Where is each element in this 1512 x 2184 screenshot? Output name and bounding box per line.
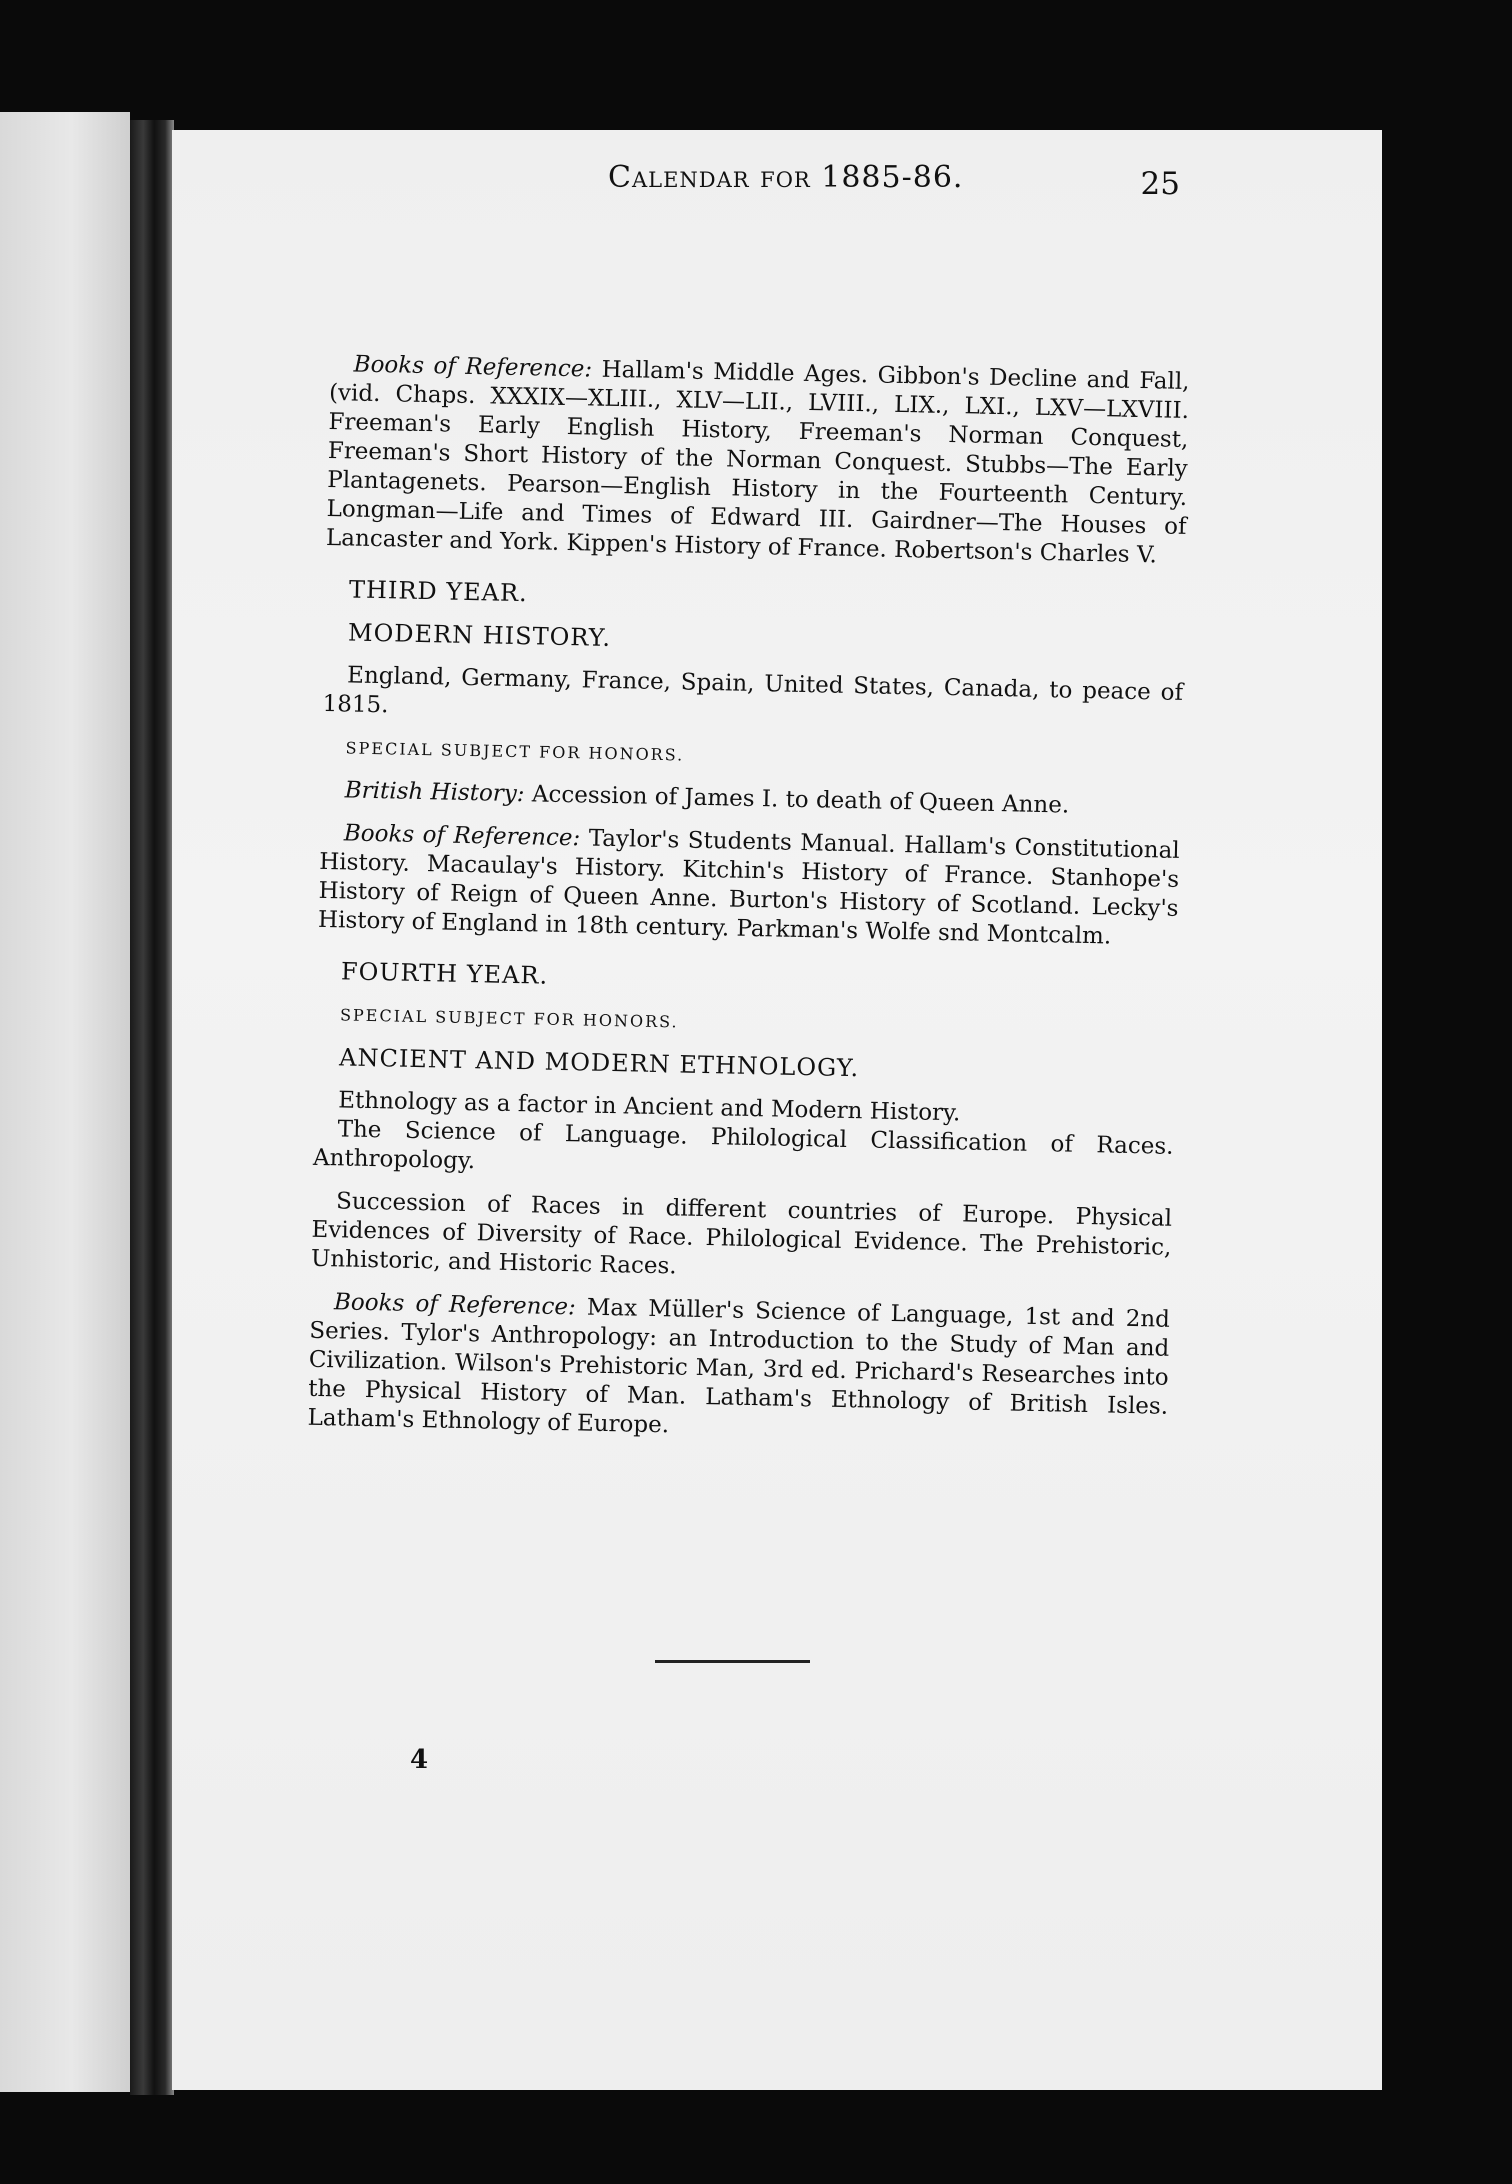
books-of-reference-paragraph	[318, 819, 1180, 953]
reference-text: Hallam's Middle Ages. Gibbon's Decline and Fall, (vid. Chaps. XXXIX—XLIII., XLV—LII., LVIII., LIX., LXI., LXV—LXVIII. Freeman's Early English History, Freeman's Norman Conquest, Freeman's Short History of the Norman Conquest. Stubbs—The Early Plantagenets. Pearson—English History in the Fourteenth Century. Longman—Life and Times of Edward III. Gairdner—The Houses of Lancaster and York. Kippen's History of France. Robertson's Charles V.	[325, 356, 1190, 569]
running-title: Calendar for 1885-86.	[608, 160, 964, 195]
special-subject-heading: SPECIAL SUBJECT FOR HONORS.	[345, 738, 685, 765]
books-of-reference-paragraph	[326, 350, 1190, 571]
page-body	[307, 350, 1189, 1451]
section-rule	[655, 1660, 810, 1663]
reference-label: Books of Reference:	[343, 820, 581, 852]
books-of-reference-paragraph	[307, 1288, 1170, 1451]
reference-label: Books of Reference:	[353, 351, 593, 383]
ethnology-heading: ANCIENT AND MODERN ETHNOLOGY.	[338, 1043, 860, 1083]
british-history-text: Accession of James I. to death of Queen Anne.	[524, 781, 1070, 819]
special-subject-heading: SPECIAL SUBJECT FOR HONORS.	[339, 1005, 679, 1032]
modern-history-text: England, Germany, France, Spain, United States, Canada, to peace of 1815.	[322, 662, 1184, 719]
ethnology-line: Ethnology as a factor in Ancient and Modern History.	[338, 1087, 961, 1127]
reference-label: Books of Reference:	[333, 1289, 576, 1321]
british-history-label: British History:	[344, 777, 525, 808]
page-header	[430, 160, 1180, 220]
third-year-heading: THIRD YEAR.	[348, 575, 529, 608]
fourth-year-heading: FOURTH YEAR.	[340, 957, 549, 990]
ethnology-line: The Science of Language. Philological Classification of Races. Anthropology.	[312, 1116, 1174, 1175]
page-number: 25	[1140, 166, 1180, 202]
reference-text: Taylor's Students Manual. Hallam's Constitutional History. Macaulay's History. Kitchin's History of France. Stanhope's History of Reign of Queen Anne. Burton's History of Scotland. Lecky's History of England in 18th century. Parkman's Wolfe snd Montcalm.	[317, 825, 1180, 950]
ethnology-line: Succession of Races in different countries of Europe. Physical Evidences of Diversity of Race. Philological Evidence. The Prehistoric, Unhistoric, and Historic Races.	[310, 1188, 1173, 1280]
book-gutter	[130, 120, 174, 2095]
reference-text: Max Müller's Science of Language, 1st and 2nd Series. Tylor's Anthropology: an Introduction to the Study of Man and Civilization. Wilson's Prehistoric Man, 3rd ed. Prichard's Researches into the Physical History of Man. Latham's Ethnology of British Isles. Latham's Ethnology of Europe.	[307, 1294, 1171, 1439]
signature-mark: 4	[410, 1745, 429, 1775]
facing-page-edge	[0, 112, 130, 2092]
modern-history-heading: MODERN HISTORY.	[347, 618, 612, 652]
